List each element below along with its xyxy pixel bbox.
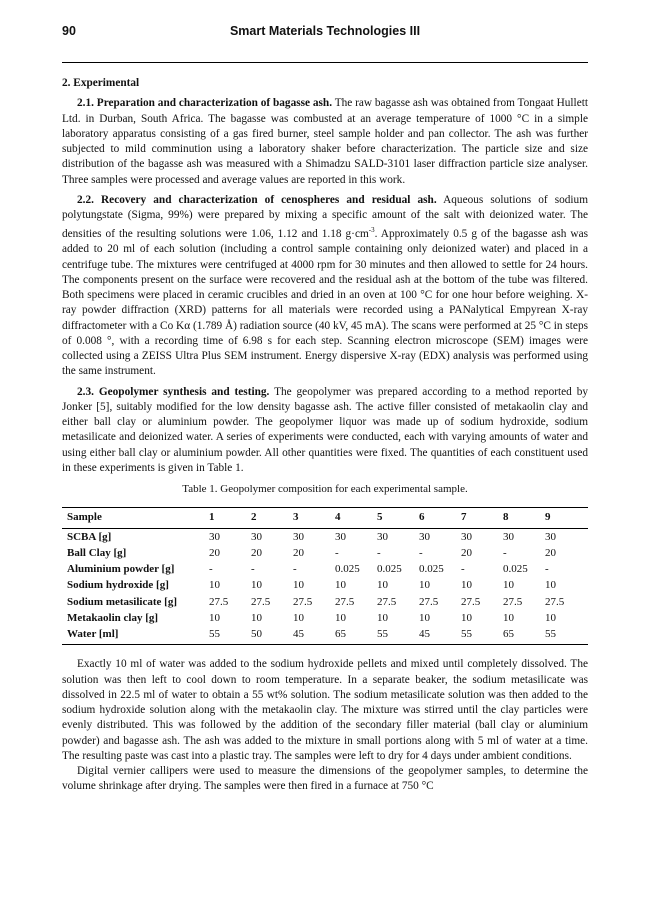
table-cell: 30 [419,530,430,543]
table-cell: 10 [335,579,346,592]
column-header-sample: Sample [62,508,204,528]
composition-table [62,507,588,645]
paragraph-procedure: Exactly 10 ml of water was added to the sodium hydroxide pellets and mixed until completely dissolved. The solution was then left to cool down to room temperature. In a separate beaker, the sodium metasilicate was dissolved in 22.5 ml of water to obtain a 55 wt% solution. The sodium metasilicate solution was then added to the sodium hydroxide solution along with the metakaolin clay. The mixture was stirred until the clay particles were evenly distributed. This was followed by the addition of the secondary filler material (ball clay or aluminium powder) and bagasse ash. The ash was added to the mixture in small portions along with 5 ml of water at a time. The resulting paste was cast into a plastic tray. The samples were left to dry for 4 days under ambient conditions. [62,658,588,762]
table-caption: Table 1. Geopolymer composition for each experimental sample. [182,483,468,496]
table-cell: 10 [209,611,220,624]
table-cell: - [545,563,549,576]
table-cell: - [419,546,423,559]
subsection-title-2-1: 2.1. Preparation and characterization of bagasse ash. [77,97,333,110]
table-cell: 30 [209,530,220,543]
table-cell: 27.5 [461,595,481,608]
table-cell: 0.025 [419,563,444,576]
table-cell: 0.025 [377,563,402,576]
table-cell: 0.025 [335,563,360,576]
row-label: Water [ml] [62,626,204,645]
table-cell: 20 [461,546,472,559]
paragraph-2-1-text: The raw bagasse ash was obtained from Tongaat Hullett Ltd. in Durban, South Africa. The bagasse was combusted at an average temperature of 1000 °C in a simple laboratory apparatus consisting of a gas fired burner, steel sample holder and pan collector. The ash was further subjected to mild comminution using a laboratory shaker before characterization. The particle size and size distribution of the bagasse ash was measured with a Shimadzu SALD-3101 laser diffraction particle size analyser. Three samples were processed and average values are reported in this work. [62,97,588,186]
table-cell: - [377,546,381,559]
table-row [62,610,588,626]
table-cell: 30 [251,530,262,543]
table-cell: 20 [251,546,262,559]
section-heading: 2. Experimental [62,77,140,89]
table-cell: 30 [335,530,346,543]
table-row [62,626,588,645]
table-cell: 10 [293,579,304,592]
table-cell: 55 [372,626,414,645]
table-cell: 10 [545,611,556,624]
table-cell: 27.5 [419,595,439,608]
column-header-6: 6 [414,508,456,528]
column-header-2: 2 [246,508,288,528]
main-content [62,76,588,795]
table-row [62,561,588,577]
paragraph-2-2-text-b: . Approximately 0.5 g of the bagasse ash was added to 20 ml of each solution (including a control sample containing only deionized water) and placed in a centrifuge tube. The mixtures were centrifuged at 4000 rpm for 30 minutes and then allowed to settle for 24 hours. The components present on the surface were recovered and the residual ash at the bottom of the tube was filtered. Both specimens were placed in ceramic crucibles and dried in an oven at 100 °C for one hour before weighing. X-ray powder diffraction (XRD) patterns for all materials were recorded using a PANalytical Empyrean X-ray diffractometer with a Co Kα (1.789 Å) radiation source (40 kV, 45 mA). The scans were performed at 25 °C in steps of 0.008 °, with a recording time of 6.98 s for each step. Scanning electron microscope (SEM) images were collected using a ZEISS Ultra Plus SEM instrument. Energy dispersive X-ray (EDX) analysis was performed using the same instrument. [62,228,588,378]
row-label: Sodium metasilicate [g] [67,595,177,608]
table-cell: 27.5 [209,595,229,608]
row-label: Sodium hydroxide [g] [67,579,169,592]
page-number: 90 [62,24,76,38]
paragraph-2-1 [62,96,588,188]
table-row [62,594,588,610]
table-cell: 10 [419,579,430,592]
table-cell: 30 [461,530,472,543]
table-cell: 30 [503,530,514,543]
table-cell: 10 [503,611,514,624]
paragraph-2-2-text-a: Aqueous solutions of sodium polytungstate (Sigma, 99%) were prepared by mixing a specific amount of the salt with deionized water. The densities of the resulting solutions were 1.06, 1.12 and 1.18 g·cm [62,193,588,241]
page-header [62,18,588,44]
row-label: Aluminium powder [g] [67,563,175,576]
table-cell: 55 [204,626,246,645]
table-row [62,577,588,593]
table-cell: - [335,546,339,559]
table-cell: 27.5 [251,595,271,608]
table-row [62,545,588,561]
paragraph-2-3-text: The geopolymer was prepared according to a method reported by Jonker [5], suitably modified for the low density bagasse ash. The active filler consisted of metakaolin clay and either ball clay or aluminium powder. The geopolymer liquor was made up of sodium hydroxide, sodium metasilicate and deionized water. A series of experiments were conducted, each with varying amounts of water and using either ball clay or aluminium powder. All other quantities were fixed. The quantities of each constituent used in these experiments is given in Table 1. [62,385,589,474]
row-label: SCBA [g] [67,530,112,543]
header-rule [62,62,588,63]
table-cell: 10 [335,611,346,624]
column-header-1: 1 [204,508,246,528]
paragraph-2-2 [62,193,588,380]
column-header-4: 4 [330,508,372,528]
table-cell: - [251,563,255,576]
table-cell: 10 [419,611,430,624]
subsection-title-2-3: 2.3. Geopolymer synthesis and testing. [77,385,270,398]
column-header-5: 5 [372,508,414,528]
table-cell: 0.025 [503,563,528,576]
table-cell: - [293,563,297,576]
table-header-row [62,508,588,528]
table-cell: 10 [293,611,304,624]
subsection-title-2-2: 2.2. Recovery and characterization of cenospheres and residual ash. [77,193,437,206]
table-cell: 65 [498,626,540,645]
paragraph-2-3 [62,385,588,477]
table-cell: 30 [293,530,304,543]
table-cell: 20 [209,546,220,559]
table-cell: - [461,563,465,576]
table-cell: 10 [545,579,556,592]
table-cell: 10 [461,579,472,592]
book-title: Smart Materials Technologies III [229,24,421,38]
table-cell: 27.5 [335,595,355,608]
table-cell: 45 [288,626,330,645]
table-cell: 27.5 [377,595,397,608]
paragraph-measurement: Digital vernier callipers were used to measure the dimensions of the geopolymer samples, to determine the volume shrinkage after drying. The samples were then fired in a furnace at 750 °C [62,765,588,793]
table-cell: 20 [293,546,304,559]
table-cell: 55 [540,626,588,645]
table-cell: 10 [377,579,388,592]
table-cell: 10 [251,579,262,592]
table-cell: 10 [209,579,220,592]
table-cell: 27.5 [293,595,313,608]
table-cell: - [209,563,213,576]
table-cell: 27.5 [503,595,523,608]
table-cell: 45 [414,626,456,645]
table-cell: 10 [251,611,262,624]
table-cell: 27.5 [545,595,565,608]
table-cell: 55 [456,626,498,645]
table-cell: 10 [377,611,388,624]
column-header-9: 9 [540,508,588,528]
table-cell: 50 [246,626,288,645]
column-header-8: 8 [498,508,540,528]
table-cell: 30 [545,530,556,543]
density-unit-exponent: -3 [368,226,375,235]
table-cell: 10 [461,611,472,624]
table-cell: 65 [330,626,372,645]
column-header-3: 3 [288,508,330,528]
row-label: Metakaolin clay [g] [67,611,159,624]
table-cell: 20 [545,546,556,559]
column-header-7: 7 [456,508,498,528]
row-label: Ball Clay [g] [67,546,127,559]
table-row [62,528,588,545]
table-cell: 30 [377,530,388,543]
table-cell: - [503,546,507,559]
table-cell: 10 [503,579,514,592]
